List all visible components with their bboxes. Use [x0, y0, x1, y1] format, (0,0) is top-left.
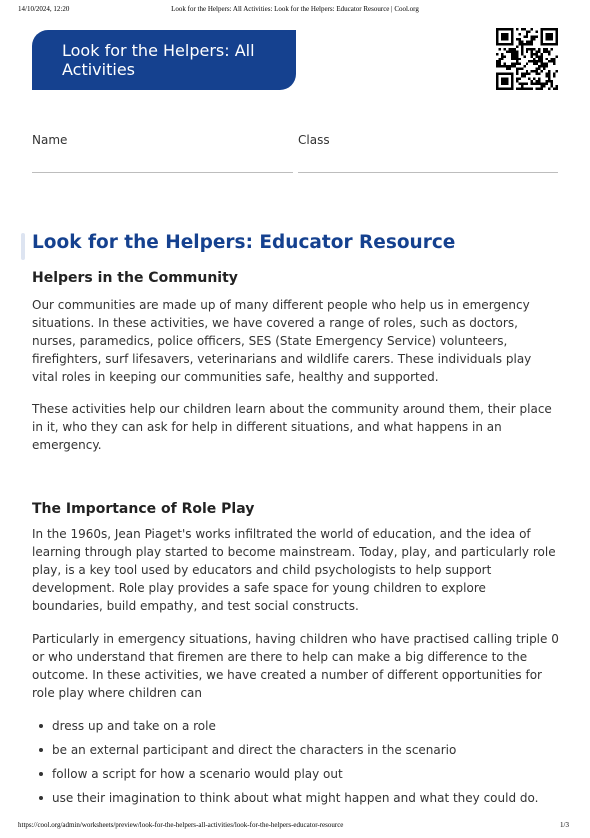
print-header: [18, 5, 572, 17]
section-heading-role-play: The Importance of Role Play: [32, 501, 255, 517]
name-label: Name: [32, 133, 68, 147]
resource-title: Look for the Helpers: Educator Resource: [32, 232, 456, 253]
title-accent-bar: [21, 233, 25, 260]
print-footer: [18, 821, 572, 833]
class-field[interactable]: [298, 172, 558, 173]
qr-code-icon: [496, 28, 558, 90]
list-item: follow a script for how a scenario would play out: [32, 765, 538, 789]
role-play-list: [32, 717, 538, 813]
section-heading-helpers: Helpers in the Community: [32, 270, 238, 286]
page-number: 1/3: [560, 821, 569, 829]
paragraph-role-play-1: In the 1960s, Jean Piaget's works infiltrated the world of education, and the idea of learning through play started to become mainstream. Today, play, and particularly role play, is a key tool used by educators and child psychologists to help support development. Role play provides a safe space for young children to explore boundaries, build empathy, and test social constructs.: [32, 527, 556, 613]
paragraph-helpers-2: These activities help our children learn about the community around them, their place in it, who they can ask for help in different situations, and what happens in an emergency.: [32, 402, 552, 452]
print-url: https://cool.org/admin/worksheets/preview/look-for-the-helpers-all-activities/look-for-the-helpers-educator-resource: [18, 821, 344, 829]
list-item: dress up and take on a role: [32, 717, 538, 741]
list-item: be an external participant and direct the characters in the scenario: [32, 741, 538, 765]
activity-banner: [32, 30, 296, 90]
list-item: use their imagination to think about what might happen and what they could do.: [32, 789, 538, 813]
print-timestamp: 14/10/2024, 12:20: [18, 5, 70, 13]
paragraph-helpers-1: Our communities are made up of many different people who help us in emergency situations. In these activities, we have covered a range of roles, such as doctors, nurses, paramedics, police officers, SES (State Emergency Service) volunteers, firefighters, surf lifesavers, veterinarians and wildlife carers. These individuals play vital roles in keeping our communities safe, healthy and supported.: [32, 298, 532, 384]
paragraph-role-play-2: Particularly in emergency situations, having children who have practised calling triple 0 or who understand that firemen are there to help can make a big difference to the outcome. In these activities, we have created a number of different opportunities for role play where children can: [32, 632, 559, 700]
name-field[interactable]: [32, 172, 293, 173]
print-page-title: Look for the Helpers: All Activities: Look for the Helpers: Educator Resource | Cool.org: [171, 5, 419, 13]
class-label: Class: [298, 133, 330, 147]
banner-title: Look for the Helpers: All Activities: [62, 41, 255, 79]
